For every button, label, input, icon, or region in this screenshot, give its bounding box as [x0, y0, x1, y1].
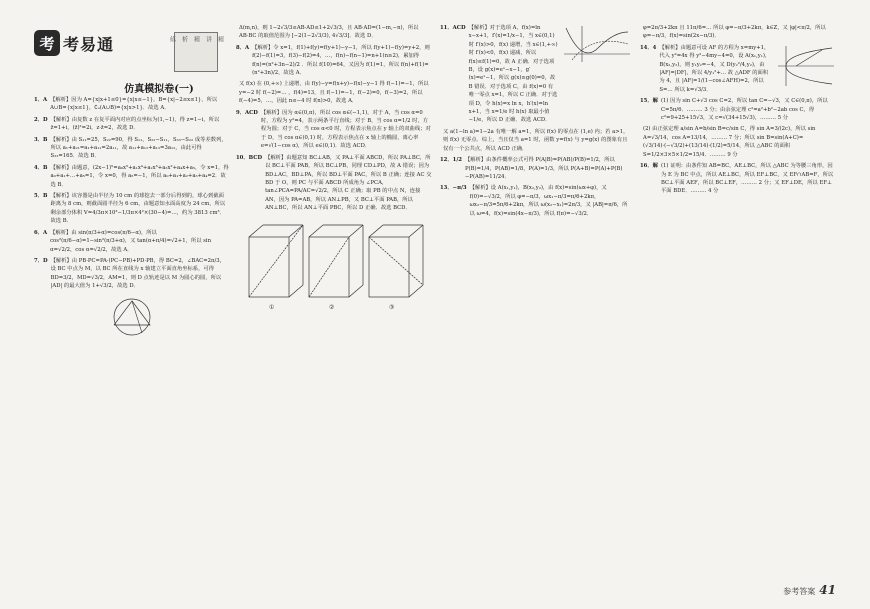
answer-text: 【解析】由题意可设 AF 的方程为 x=my+1，代入 y²=4x 得 y²−4my−4=0，设 A(x₁,y₁)，B(x₂,y₂)，则 y₁y₂=−4，又 D(y₂²/4,y₂)，由 |AF|=|DF|，所以 4/y₁²+… 故 △ADF 的面积为 4，且 |AF|=1/(1−cos∠AFH)=2，所以 S=… 所以 k=√3/3． — [659, 44, 771, 93]
svg-text:③: ③ — [389, 303, 395, 311]
answer-item — [34, 96, 229, 113]
answer-text: 【解析】由条件概率公式可得 P(A|B)=P(AB)/P(B)=1/2，所以 P(B)=1/4，P(AB)=1/8，P(A)=1/3，所以 P(A+B)=P(A)+P(B)−P(AB)=11/24． — [464, 157, 623, 180]
answer-text: (2) 由正弦定理 a/sin A=b/sin B=c/sin C，得 sin A=3/(2c)，所以 sin A=√3/14，cos A=13/14，……… 7 分；所以 sin B=sin(A+C)=(√3/14)·(−√3/2)+(13/14)·(1/2)=5/14，所以 △ABC 的面积 S=1/2×3×5×1/2=15/4．……… 9 分 — [643, 126, 816, 158]
answer-number: 3．B — [34, 136, 48, 143]
answer-item — [440, 184, 632, 218]
answer-number: 9．ACD — [236, 109, 258, 116]
answer-item — [640, 24, 836, 41]
answer-item — [236, 80, 432, 105]
answer-column-3 — [440, 24, 632, 579]
answer-number: 5．B — [34, 193, 48, 200]
answer-item — [640, 162, 836, 196]
answer-text: 【解析】设 A(x₁,y₁)，B(x₂,y₂)，由 f(x)=sin(ωx+φ)，又 f(0)=−√3/2，所以 φ=−π/3，ωx₁−π/3=π/6+2kπ，ωx₂−π/3=5π/6+2kπ，所以 ω(x₂−x₁)=2π/3，又 |AB|=π/6，所以 ω=4，f(x)=sin(4x−π/3)，所以 f(π)=−√3/2． — [469, 185, 628, 217]
answer-text: 【解析】对于选项 A，f(x)=ln x−x+1，f′(x)=1/x−1，当 x∈(0,1) 时 f′(x)>0，f(x) 递增，当 x∈(1,+∞) 时 f′(x)<0，f(x) 递减，所以 f(x)≤f(1)=0，故 A 正确．对于选项 B，设 g(x)=eˣ−x−1，g′(x)=eˣ−1，所以 g(x)≥g(0)=0，故 B 错误．对于选项 C，由 f(x)=0 有唯一零点 x=1，所以 C 正确．对于选项 D，令 h(x)=x ln x，h′(x)=ln x+1，当 x=1/e 时 h(x) 取最小值 −1/e，所以 D 正确．故选 ACD． — [468, 25, 558, 124]
answer-column-2 — [236, 24, 432, 579]
answer-number: 4．B — [34, 164, 48, 171]
answer-text: 【解析】由题意知 BC⊥AB，又 PA⊥平面 ABCD，所以 PA⊥BC，所以 BC⊥平面 PAB，所以 BC⊥PB，同理 CD⊥PD，故 A 错误；因为 BD⊥AC，BD⊥PA，所以 BD⊥平面 PAC，所以 B 正确；连接 AC 交 BD 于 O，则 PC 与平面 ABCD 所成角为 ∠PCA，tan∠PCA=PA/AC=√2/2，所以 C 正确；取 PB 的中点 N，连接 AN，因为 PA=AB，所以 AN⊥PB，又 BC⊥平面 PAB，所以 AN⊥BC，所以 AN⊥平面 PBC，所以 D 正确．故选 BCD． — [265, 154, 432, 212]
answer-text: 【解析】该容器是由半径为 10 cm 的球挖去一部分后得到的，球心到截面距离为 8 cm，则截面圆半径为 6 cm，由题意知水面高度为 24 cm，所以剩余部分体积 V=4/3π×10³−1/3π×4²×(30−4)=…，约为 3813 cm³．故选 B． — [50, 193, 226, 225]
answer-text: 【解析】由 S₁₁=25，S₂₂=90，得 S₁₁，S₂₂−S₁₁，S₃₃−S₂₂ 成等差数列，所以 a₁+a₂₁=a₁+a₁₁=2a₁₁，故 a₁₁+a₁₂+a₁₃=3a₁₂，由此可得 S₃₃=165．故选 B． — [50, 136, 227, 160]
answer-column-1 — [34, 96, 229, 579]
answer-number: 6．A — [34, 229, 48, 236]
answer-text: φ=2π/3+2kπ 且 11π/6=… 所以 φ=−π/3+2kπ，k∈Z，又 |φ|<π/2，所以 φ=−π/3，f(x)=sin(2x−π/3)． — [643, 25, 826, 40]
answer-item — [34, 116, 229, 133]
answer-item — [236, 44, 432, 78]
stamp-char: 精 — [192, 36, 200, 42]
answer-item — [34, 136, 229, 161]
answer-text: 【解析】由复数 z 在复平面内对应的点坐标为(1,−1)，得 z=1−i，所以 z̄=1+i，(z̄)²=2i，z·z̄=2，故选 D． — [50, 116, 220, 132]
answer-number: 2．D — [34, 116, 48, 123]
svg-text:②: ② — [329, 303, 335, 311]
answer-number: 1．A — [34, 97, 48, 103]
logo-text: 考易通 — [63, 34, 115, 54]
answer-number: 13．−π/3 — [440, 185, 467, 192]
answer-number: 11．ACD — [440, 25, 466, 31]
answer-column-4 — [640, 24, 836, 579]
answer-item — [34, 164, 229, 189]
answer-item — [440, 156, 632, 181]
answer-text: 【解析】因为 A={x|x+1≤0}={x|x≤−1}，B={x|−2≤x≤1}，所以 A∪B={x|x≤1}，∁ᵤ(A∪B)={x|x>1}．故选 A． — [50, 97, 218, 112]
answer-item — [640, 125, 836, 159]
answer-number: 8．A — [236, 44, 250, 51]
answer-number: 16．解 — [640, 163, 658, 170]
stamp-char: 析 — [180, 36, 188, 42]
answer-number: 15．解 — [640, 98, 658, 105]
answer-item — [236, 154, 432, 213]
parabola-figure — [776, 44, 836, 88]
answer-text: 又 f(x) 在 (0,+∞) 上递增，由 f(y)−y=f(x+y)−f(x)−y−1 得 f(−1)=−1，所以 y=−2 时 f(−2)=… ，f(4)=13，且 f(−1)=−1，f(−2)=0，f(−3)=2，所以 f(−4)=5，…，因此 n≤−4 时 f(n)>0，故选 A． — [239, 81, 429, 105]
footer-label: 参考答案 — [783, 587, 816, 596]
answer-text: 【解析】由 sin(π/3+α)=cos(π/6−α)，所以 cos²(π/6−α)=1−sin²(π/3+α)，又 tan(α+π/4)=√2+1，所以 sin α=√2/2，cos α=√2/2，故选 A． — [50, 229, 212, 253]
answer-text: 【解析】令 x=1，f(1)+f(y)=f(y+1)−y−1，所以 f(y+1)−f(y)=y+2，则 f(2)−f(1)=3，f(3)−f(2)=4，…，f(n)−f(n−1)=n+1(n≥2)，累加得 f(n)=(n²+3n−2)/2 ．所以 f(10)=64，又因为 f(1)=1，所以 f(n)+f(1)=(n²+3n)/2，故选 A． — [252, 44, 430, 77]
stamp-char: 练 — [168, 36, 176, 42]
answer-text: (1) 因为 sin C+√3 cos C=2，所以 tan C=−√3，又 C∈(0,π)，所以 C=5π/6．……… 3 分；由余弦定理 c²=a²+b²−2ab cos C，得 c²=9+25+15√3，又 c=√(34+15√3)，……… 5 分 — [660, 98, 828, 122]
page-number: 41 — [819, 583, 836, 597]
answer-text: 【解析】由题意，(2x−1)⁵=a₀x⁵+a₁x⁴+a₂x³+a₃x²+a₄x+a₅，令 x=1，得 a₀+a₁+…+a₅=1，令 x=0，得 a₅=−1，所以 a₀+a₁+a₂+a₃+a₄=2．故选 B． — [50, 164, 229, 188]
answer-item — [640, 97, 836, 122]
answer-item — [640, 44, 772, 94]
triangle-circle-figure — [102, 295, 162, 339]
answer-item — [34, 192, 229, 226]
section-stamp — [168, 32, 224, 72]
answer-item — [236, 24, 432, 41]
page-title: 仿真模拟卷(一) — [124, 84, 194, 95]
function-graph-figure — [562, 24, 632, 64]
brand-logo — [34, 30, 114, 56]
pyramid-figures — [241, 217, 427, 313]
page-footer — [783, 583, 836, 597]
answer-item — [236, 109, 432, 151]
stamp-char: 讲 — [204, 36, 212, 42]
stamp-char: 精 — [216, 36, 224, 42]
answer-item — [440, 24, 558, 125]
answer-number: 12．1/2 — [440, 157, 462, 164]
answer-text: Δ(m,n)，则 1−2√3/3≤AB·AD≤1+2√3/3，且 AB·AD=(1−m,−n)，所以 AB·BC 的取值范围为 [−2(1−2√3/3), 4√3/3]．故选 D． — [239, 25, 419, 40]
logo-badge: 考 — [34, 30, 60, 56]
answer-item — [34, 229, 229, 254]
answer-number: 10．BCD — [236, 154, 263, 161]
answer-item — [34, 257, 229, 291]
answer-text: 又 a(1−ln a)=1−2a 有唯一解 a=1，所以 f(x) 的零点在 (1,e) 内；若 a>1，则 f(x) 无零点．综上，当且仅当 a=1 时，函数 y=f(x) 与 y=g(x) 的图象有且仅有一个公共点，所以 ACD 正确． — [443, 128, 629, 152]
svg-text:①: ① — [269, 303, 275, 311]
answer-item — [440, 128, 632, 153]
answer-number: 7．D — [34, 257, 48, 264]
answer-text: 【解析】由 PB·PC=PA·(PC−PB)+PD·PB，得 BC=2，∠BAC=2π/3，设 BC 中点为 M，以 BC 所在直线为 x 轴建立平面直角坐标系，可得 BD=3/2，MD=√3/2，AM=1，则 D 点轨迹是以 M 为圆心的圆，所以 |AD| 的最大值为 1+√3/2，故选 D． — [50, 257, 225, 290]
answer-number: 14．4 — [640, 44, 657, 51]
answer-text: (1) 证明：由条件知 AB=BC，AE⊥BC，所以 △ABC 为等腰三角形，因为 E 为 BC 中点，所以 AE⊥BC，所以 EF⊥BC，又 EF∩AB=F，所以 BC⊥平面 AEF，所以 BC⊥EF，……… 2 分；又 EF⊥DE，所以 EF⊥平面 BDE．……… 4 分 — [660, 163, 834, 195]
answer-text: 【解析】因为 α∈(0,π)，所以 cos α∈(−1,1)，对于 A，当 cos α=0 时，方程为 y²=4，表示两条平行直线；对于 B，当 cos α=1/2 时，方程为圆；对于 C，当 cos α<0 时，方程表示焦点在 y 轴上的双曲线；对于 D，当 cos α∈(0,1) 时，方程表示焦点在 x 轴上的椭圆，离心率 e=√(1−cos α)，所以 e∈(0,1)．故选 ACD． — [260, 109, 431, 150]
